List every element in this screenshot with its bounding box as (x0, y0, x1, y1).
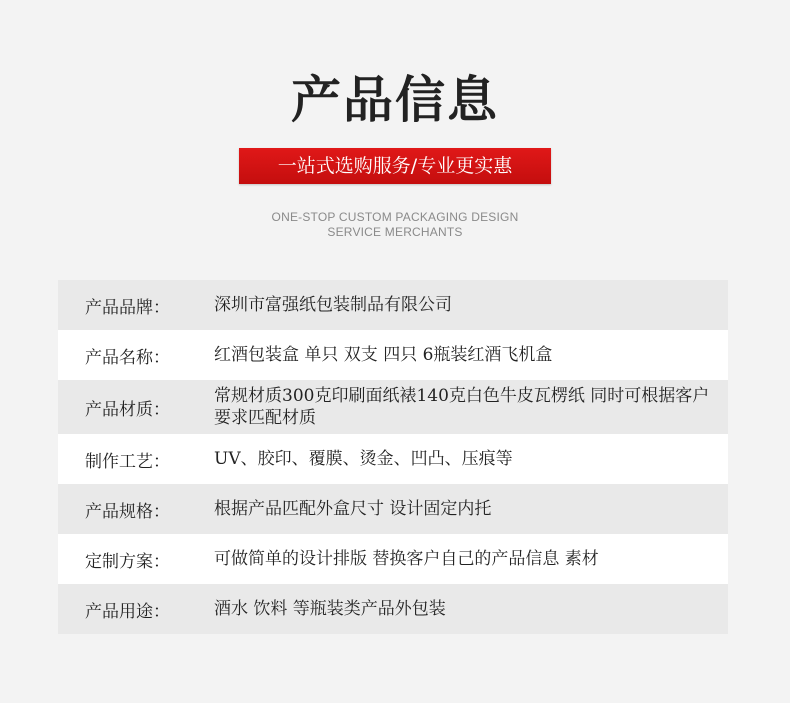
page-title: 产品信息 (291, 71, 499, 129)
spec-label-size: 产品规格： (85, 501, 170, 522)
english-subtitle (0, 210, 790, 240)
subtitle-line-1: ONE-STOP CUSTOM PACKAGING DESIGN (271, 210, 519, 224)
spec-row-size (58, 484, 728, 534)
spec-row-brand (58, 280, 728, 330)
spec-value-material-text: 常规材质300克印刷面纸裱140克白色牛皮瓦楞纸 同时可根据客户要求匹配材质 (214, 386, 710, 428)
spec-value-name (214, 330, 722, 380)
spec-value-craft-text: UV、胶印、覆膜、烫金、凹凸、压痕等 (214, 449, 513, 469)
spec-row-custom (58, 534, 728, 584)
spec-value-custom-text: 可做简单的设计排版 替换客户自己的产品信息 素材 (214, 549, 599, 569)
spec-value-brand (214, 280, 722, 330)
spec-label-usage: 产品用途： (85, 601, 170, 622)
spec-label-brand: 产品品牌： (85, 297, 170, 318)
spec-row-material (58, 380, 728, 434)
spec-label-material: 产品材质： (85, 399, 170, 420)
spec-label-craft: 制作工艺： (85, 451, 170, 472)
spec-value-name-text: 红酒包装盒 单只 双支 四只 6瓶装红酒飞机盒 (214, 345, 553, 365)
spec-value-usage (214, 584, 722, 634)
spec-value-size (214, 484, 722, 534)
subtitle-line-2: SERVICE MERCHANTS (327, 225, 463, 239)
spec-value-custom (214, 534, 722, 584)
spec-value-craft (214, 434, 722, 484)
spec-label-name: 产品名称： (85, 347, 170, 368)
spec-row-name (58, 330, 728, 380)
spec-value-usage-text: 酒水 饮料 等瓶装类产品外包装 (214, 599, 446, 619)
spec-value-size-text: 根据产品匹配外盒尺寸 设计固定内托 (214, 499, 492, 519)
spec-value-brand-text: 深圳市富强纸包装制品有限公司 (214, 295, 452, 315)
product-spec-table (58, 280, 728, 634)
spec-row-craft (58, 434, 728, 484)
slogan-banner: 一站式选购服务/专业更实惠 (239, 148, 551, 184)
spec-label-custom: 定制方案： (85, 551, 170, 572)
spec-row-usage (58, 584, 728, 634)
spec-value-material (214, 380, 722, 434)
